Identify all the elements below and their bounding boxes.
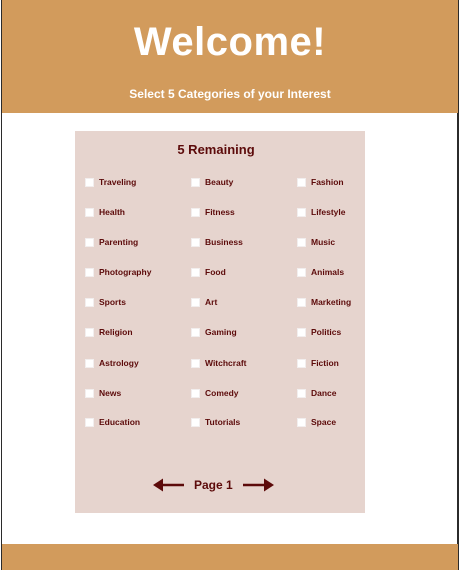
- category-option[interactable]: [297, 205, 346, 219]
- category-label: Education: [99, 417, 141, 427]
- category-checkbox[interactable]: [191, 238, 200, 247]
- category-checkbox[interactable]: [297, 208, 306, 217]
- category-checkbox[interactable]: [191, 298, 200, 307]
- category-option[interactable]: [297, 265, 344, 279]
- category-checkbox[interactable]: [297, 238, 306, 247]
- category-checkbox[interactable]: [297, 418, 306, 427]
- category-option[interactable]: [191, 415, 240, 429]
- footer-bar: [2, 544, 458, 570]
- category-checkbox[interactable]: [191, 178, 200, 187]
- category-option[interactable]: [191, 175, 233, 189]
- category-checkbox[interactable]: [297, 268, 306, 277]
- category-option[interactable]: [191, 356, 246, 370]
- category-checkbox[interactable]: [85, 328, 94, 337]
- category-label: Marketing: [311, 297, 352, 307]
- left-arrow-icon: [153, 477, 185, 493]
- page-subtitle: Select 5 Categories of your Interest: [129, 87, 331, 101]
- category-checkbox[interactable]: [85, 238, 94, 247]
- next-page-button[interactable]: [242, 477, 274, 493]
- category-panel: [75, 131, 365, 513]
- category-option[interactable]: [297, 235, 335, 249]
- category-checkbox[interactable]: [191, 268, 200, 277]
- remaining-count: 5 Remaining: [177, 142, 255, 157]
- category-label: Gaming: [205, 327, 237, 337]
- category-option[interactable]: [85, 265, 151, 279]
- category-checkbox[interactable]: [191, 208, 200, 217]
- category-label: Comedy: [205, 388, 239, 398]
- category-option[interactable]: [85, 356, 139, 370]
- category-checkbox[interactable]: [85, 208, 94, 217]
- category-option[interactable]: [85, 235, 138, 249]
- category-label: Food: [205, 267, 226, 277]
- category-label: Music: [311, 237, 336, 247]
- header-banner: [2, 0, 458, 113]
- category-checkbox[interactable]: [85, 268, 94, 277]
- category-label: Astrology: [99, 358, 139, 368]
- category-option[interactable]: [85, 415, 140, 429]
- category-label: Fitness: [205, 207, 235, 217]
- category-option[interactable]: [297, 295, 351, 309]
- prev-page-button[interactable]: [153, 477, 185, 493]
- category-checkbox[interactable]: [297, 359, 306, 368]
- category-option[interactable]: [297, 325, 341, 339]
- category-option[interactable]: [297, 175, 344, 189]
- category-label: Art: [205, 297, 218, 307]
- category-label: Politics: [311, 327, 342, 337]
- category-option[interactable]: [85, 386, 121, 400]
- category-option[interactable]: [85, 175, 136, 189]
- category-label: Beauty: [205, 177, 234, 187]
- category-label: Space: [311, 417, 337, 427]
- category-option[interactable]: [85, 325, 133, 339]
- category-option[interactable]: [85, 205, 125, 219]
- category-label: Photography: [99, 267, 152, 277]
- category-label: Dance: [311, 388, 337, 398]
- category-label: Religion: [99, 327, 133, 337]
- category-checkbox[interactable]: [191, 328, 200, 337]
- category-label: Business: [205, 237, 243, 247]
- category-option[interactable]: [297, 386, 337, 400]
- category-checkbox[interactable]: [297, 298, 306, 307]
- category-option[interactable]: [297, 356, 339, 370]
- page-title: Welcome!: [133, 20, 327, 64]
- category-checkbox[interactable]: [85, 178, 94, 187]
- category-label: Tutorials: [205, 417, 241, 427]
- category-label: Fashion: [311, 177, 344, 187]
- category-checkbox[interactable]: [85, 418, 94, 427]
- category-option[interactable]: [191, 325, 237, 339]
- pagination: [153, 475, 283, 495]
- category-checkbox[interactable]: [297, 328, 306, 337]
- category-checkbox[interactable]: [191, 389, 200, 398]
- category-checkbox[interactable]: [85, 298, 94, 307]
- category-label: Witchcraft: [205, 358, 247, 368]
- category-checkbox[interactable]: [297, 389, 306, 398]
- right-arrow-icon: [242, 477, 274, 493]
- category-option[interactable]: [85, 295, 126, 309]
- category-label: Animals: [311, 267, 345, 277]
- category-checkbox[interactable]: [297, 178, 306, 187]
- category-checkbox[interactable]: [191, 359, 200, 368]
- category-label: Sports: [99, 297, 126, 307]
- category-checkbox[interactable]: [191, 418, 200, 427]
- category-option[interactable]: [191, 235, 243, 249]
- category-option[interactable]: [191, 295, 217, 309]
- category-label: Fiction: [311, 358, 339, 368]
- category-label: Traveling: [99, 177, 137, 187]
- category-label: News: [99, 388, 122, 398]
- category-option[interactable]: [297, 415, 336, 429]
- category-label: Parenting: [99, 237, 139, 247]
- category-checkbox[interactable]: [85, 389, 94, 398]
- category-option[interactable]: [191, 205, 235, 219]
- page-indicator: Page 1: [194, 478, 233, 492]
- category-label: Health: [99, 207, 125, 217]
- category-option[interactable]: [191, 386, 239, 400]
- category-option[interactable]: [191, 265, 226, 279]
- category-checkbox[interactable]: [85, 359, 94, 368]
- category-label: Lifestyle: [311, 207, 346, 217]
